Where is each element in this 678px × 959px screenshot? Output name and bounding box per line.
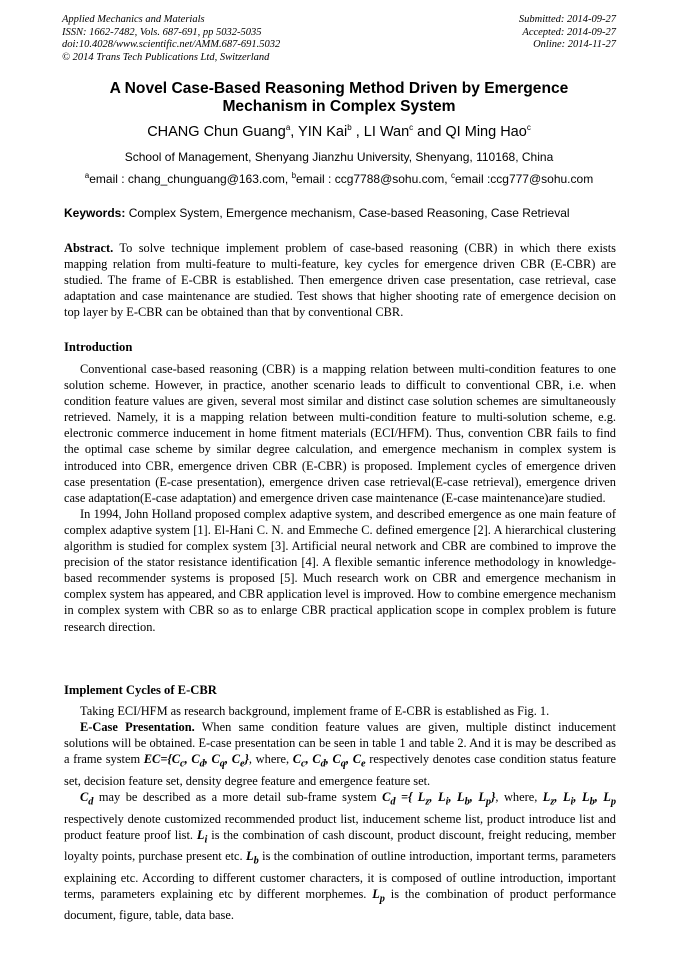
abstract-text: To solve technique implement problem of case-based reasoning (CBR) in which there exists mapping relation from multi-feature to multi-feature, key cycles for emergence driven CBR (E-CBR) are studied. The frame of E-CBR is established. Then emergence driven case presentation, case retrieval, case adaptation and case maintenance are studied. Test shows that higher shooting rate of emergence decision on top layer by E-CBR can be obtained than that by conventional CBR. bbox=[64, 241, 616, 320]
cycles-paragraph-2 bbox=[64, 719, 616, 789]
paragraph-text: respectively denotes case condition status feature set, decision feature set, density degree feature and emergence feature set. bbox=[64, 752, 616, 788]
author-sup: a bbox=[285, 123, 291, 133]
keywords bbox=[64, 206, 616, 220]
author-name: , YIN Kai bbox=[290, 124, 348, 140]
formula-sub: d bbox=[88, 796, 94, 808]
submission-dates bbox=[519, 14, 616, 52]
section-heading-introduction: Introduction bbox=[64, 340, 133, 354]
journal-issn: ISSN: 1662-7482, Vols. 687-691, pp 5032-5035 bbox=[62, 26, 262, 38]
formula: L bbox=[196, 827, 205, 842]
author-sup: c bbox=[409, 123, 414, 133]
journal-name: Applied Mechanics and Materials bbox=[62, 14, 205, 25]
affiliation: School of Management, Shenyang Jianzhu University, Shenyang, 110168, China bbox=[124, 150, 554, 164]
formula-sub: c bbox=[300, 758, 306, 770]
author-sup: b bbox=[347, 123, 352, 133]
formula: } bbox=[244, 752, 249, 767]
abstract-label: Abstract. bbox=[64, 241, 114, 255]
paragraph-text: is the combination of outline introduction, important terms, parameters explaining etc. According to different customer characters, it is composed of outline introduction, important terms, parameters explaining etc by different morphemes. bbox=[64, 849, 616, 901]
paragraph-text: , where, bbox=[495, 789, 543, 804]
email-text: email : ccg7788@sohu.com, bbox=[296, 172, 451, 186]
author-list bbox=[40, 124, 638, 140]
formula: , L bbox=[469, 789, 486, 804]
paragraph-text: When same condition feature values are given, multiple distinct inducement solutions will be obtained. E-case presentation can be seen in table 1 and table 2. And it is may be described as a frame system bbox=[64, 720, 616, 767]
formula: , L bbox=[554, 789, 571, 804]
formula-sub: z bbox=[425, 796, 430, 808]
formula: , C bbox=[345, 752, 361, 767]
paragraph-text: is the combination of cash discount, product discount, freight reducing, member loyalty points, purchase present etc. bbox=[64, 827, 616, 864]
formula-sub: q bbox=[219, 758, 225, 770]
author-name: and QI Ming Hao bbox=[413, 124, 527, 140]
cycles-paragraph-1: Taking ECI/HFM as research background, implement frame of E-CBR is established as Fig. 1. bbox=[80, 704, 550, 718]
introduction-body bbox=[64, 361, 616, 635]
keywords-label: Keywords: bbox=[64, 206, 126, 220]
formula: , C bbox=[204, 752, 220, 767]
online-date: Online: 2014-11-27 bbox=[533, 39, 616, 51]
formula: } bbox=[491, 789, 496, 804]
journal-copyright: © 2014 Trans Tech Publications Ltd, Switzerland bbox=[62, 51, 270, 63]
formula-sub: e bbox=[240, 758, 245, 770]
email-sup: b bbox=[291, 171, 297, 180]
formula-sub: b bbox=[464, 796, 470, 808]
formula: , C bbox=[184, 752, 200, 767]
email-sup: a bbox=[84, 171, 90, 180]
formula: EC={C bbox=[143, 752, 180, 767]
formula-sub: p bbox=[610, 796, 617, 808]
author-sup: c bbox=[526, 123, 531, 133]
formula: ={ L bbox=[395, 789, 426, 804]
intro-paragraph-1: Conventional case-based reasoning (CBR) is a mapping relation between multi-condition features to one solution scheme. However, in practice, another scenario leads to difficult to conventional CBR, i.e. when condition feature values are given, several most similar and distinct case solution schemes are simultaneously retrieved. Namely, it is a mapping relation between multi-condition feature to multi-solution scheme, e.g. electronic commerce inducement in home fitment materials (ECI/HFM). Thus, convention CBR fails to find the optimal case scheme by similar degree calculation, and emergence mechanism in complex system is introduced into CBR, emergence driven CBR (E-CBR) is proposed. Implement cycles of emergence driven case presentation (E-case presentation), emergence driven case retrieval(E-case retrieval), emergence driven case adaptation(E-case adaptation) and emergence driven case maintenance (E-case maintenance)are studied. bbox=[64, 362, 616, 505]
accepted-date: Accepted: 2014-09-27 bbox=[522, 26, 616, 38]
formula: , C bbox=[325, 752, 341, 767]
email-list bbox=[30, 172, 648, 186]
formula-sub: p bbox=[379, 893, 385, 905]
formula: L bbox=[246, 849, 254, 864]
author-name: , LI Wan bbox=[351, 124, 410, 140]
ecase-presentation-label: E-Case Presentation. bbox=[80, 720, 195, 735]
formula: , C bbox=[305, 752, 321, 767]
formula-sub: z bbox=[550, 796, 555, 808]
email-sup: c bbox=[450, 171, 455, 180]
formula: C bbox=[292, 752, 301, 767]
formula: , C bbox=[224, 752, 240, 767]
intro-paragraph-2: In 1994, John Holland proposed complex adaptive system, and described emergence as one main feature of complex adaptive system [1]. El-Hani C. N. and Emmeche C. defined emergence [2]. A hierarchical clustering algorithm is studied for complex system [3]. Artificial neural network and CBR are combined to improve the precision of the stator resistance identification [4]. A flexible semantic inference methodology in knowledge-based recommender systems is proposed [5]. Much research work on CBR and emergence mechanism in complex system has appeared, and CBR application level is improved. How to combine emergence mechanism in complex system with CBR so as to enlarge CBR practical application scope in complex problem is future research direction. bbox=[64, 506, 616, 634]
paragraph-text: , where, bbox=[248, 752, 293, 767]
formula: , L bbox=[594, 789, 611, 804]
email-text: email : chang_chunguang@163.com, bbox=[89, 172, 292, 186]
formula: C bbox=[382, 789, 391, 804]
formula: , L bbox=[448, 789, 465, 804]
journal-doi: doi:10.4028/www.scientific.net/AMM.687-691.5032 bbox=[62, 39, 281, 51]
title-line-2: Mechanism in Complex System bbox=[222, 98, 456, 115]
keywords-text: Complex System, Emergence mechanism, Case-based Reasoning, Case Retrieval bbox=[125, 206, 570, 220]
formula-sub: d bbox=[320, 758, 326, 770]
formula-sub: i bbox=[570, 796, 574, 808]
submitted-date: Submitted: 2014-09-27 bbox=[518, 14, 616, 25]
formula-sub: d bbox=[199, 758, 205, 770]
journal-info bbox=[62, 14, 280, 64]
formula-sub: b bbox=[253, 855, 259, 867]
author-name: CHANG Chun Guang bbox=[147, 124, 286, 140]
formula: , L bbox=[573, 789, 590, 804]
paragraph-text: may be described as a more detail sub-frame system bbox=[93, 789, 383, 804]
paragraph-text: respectively denote customized recommended product list, inducement scheme list, product introduce list and product feature proof list. bbox=[64, 811, 616, 842]
formula-sub: c bbox=[179, 758, 185, 770]
formula: L bbox=[542, 789, 551, 804]
formula-sub: b bbox=[589, 796, 595, 808]
formula-sub: q bbox=[340, 758, 346, 770]
implement-cycles-body bbox=[64, 703, 616, 923]
email-text: email :ccg777@sohu.com bbox=[454, 172, 594, 186]
paragraph-text: is the combination of product performance document, figure, table, data base. bbox=[64, 886, 616, 923]
formula-sub: i bbox=[445, 796, 449, 808]
formula: C bbox=[80, 789, 89, 804]
cycles-paragraph-3 bbox=[64, 789, 616, 924]
formula: L bbox=[372, 886, 380, 901]
formula-sub: p bbox=[485, 796, 492, 808]
formula-sub: d bbox=[390, 796, 396, 808]
title-line-1: A Novel Case-Based Reasoning Method Driven by Emergence bbox=[109, 80, 569, 97]
formula-sub: e bbox=[361, 758, 366, 770]
section-heading-implement-cycles: Implement Cycles of E-CBR bbox=[64, 683, 217, 697]
formula-sub: i bbox=[204, 834, 208, 846]
formula: , L bbox=[429, 789, 446, 804]
abstract bbox=[64, 240, 616, 320]
paper-title bbox=[60, 80, 618, 116]
